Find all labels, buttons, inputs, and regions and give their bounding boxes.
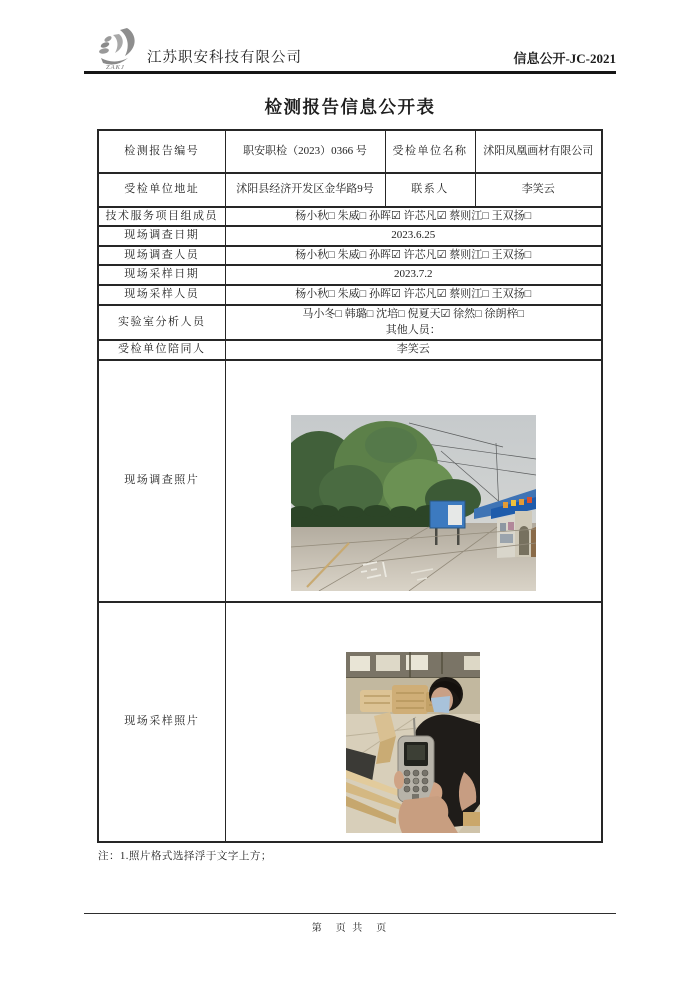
- row-unit-address: [98, 173, 602, 207]
- page-title: 检测报告信息公开表: [264, 97, 436, 117]
- sampling-staff-label: 现场采样人员: [98, 285, 225, 305]
- row-sampling-staff: [98, 285, 602, 305]
- report-number-value: 职安职检（2023）0366 号: [225, 130, 385, 173]
- unit-name-label: 受检单位名称: [385, 130, 475, 173]
- sampling-staff-checklist: 杨小秋□ 朱威□ 孙晖☑ 许芯凡☑ 蔡则江□ 王双扬□: [225, 285, 602, 305]
- escort-label: 受检单位陪同人: [98, 340, 225, 359]
- row-report-number: [98, 130, 602, 173]
- sampling-photo-label: 现场采样照片: [98, 602, 225, 842]
- page-footer: [84, 913, 616, 934]
- row-lab-staff: [98, 305, 602, 341]
- roof-and-windows: [346, 652, 480, 678]
- logo-text: ZAKJ: [106, 64, 125, 70]
- survey-date-label: 现场调查日期: [98, 226, 225, 245]
- survey-photo-label: 现场调查照片: [98, 360, 225, 602]
- contact-label: 联系人: [385, 173, 475, 207]
- lab-staff-checklist: 马小冬□ 韩璐□ 沈培□ 倪夏天☑ 徐然□ 徐朗梓□: [302, 307, 525, 320]
- survey-staff-checklist: 杨小秋□ 朱威□ 孙晖☑ 许芯凡☑ 蔡则江□ 王双扬□: [225, 246, 602, 265]
- page-number: 第 页 共 页: [311, 923, 389, 934]
- row-tech-team: [98, 207, 602, 226]
- sampling-date-label: 现场采样日期: [98, 265, 225, 284]
- sampling-photo-cell: [225, 602, 602, 842]
- row-escort: [98, 340, 602, 359]
- contact-value: 李笑云: [475, 173, 602, 207]
- unit-address-label: 受检单位地址: [98, 173, 225, 207]
- row-sampling-date: [98, 265, 602, 284]
- lab-staff-other-label: 其他人员：: [385, 323, 441, 336]
- row-survey-photo: [98, 360, 602, 602]
- escort-value: 李笑云: [225, 340, 602, 359]
- row-survey-date: [98, 226, 602, 245]
- tech-team-checklist: 杨小秋□ 朱威□ 孙晖☑ 许芯凡☑ 蔡则江□ 王双扬□: [225, 207, 602, 226]
- survey-date-value: 2023.6.25: [225, 226, 602, 245]
- doc-code: 信息公开-JC-2021: [513, 51, 616, 66]
- company-name: 江苏职安科技有限公司: [147, 50, 302, 66]
- unit-name-value: 沭阳凤凰画材有限公司: [475, 130, 602, 173]
- site-sampling-photo: [346, 652, 480, 833]
- report-number-label: 检测报告编号: [98, 130, 225, 173]
- lab-staff-label: 实验室分析人员: [98, 305, 225, 341]
- unit-address-value: 沭阳县经济开发区金华路9号: [225, 173, 385, 207]
- footer-rule: [84, 913, 616, 914]
- report-table: [97, 129, 603, 843]
- survey-staff-label: 现场调查人员: [98, 246, 225, 265]
- site-survey-photo: [291, 415, 536, 591]
- row-sampling-photo: [98, 602, 602, 842]
- header-rule: [84, 71, 616, 74]
- note-text: 注：1.照片格式选择浮于文字上方；: [98, 850, 272, 862]
- company-logo-icon: [97, 26, 147, 70]
- survey-photo-cell: [225, 360, 602, 602]
- header-brand: [84, 26, 302, 70]
- lab-staff-cell: [225, 305, 602, 341]
- page-header: [84, 26, 616, 70]
- sampling-date-value: 2023.7.2: [225, 265, 602, 284]
- tech-team-label: 技术服务项目组成员: [98, 207, 225, 226]
- row-survey-staff: [98, 246, 602, 265]
